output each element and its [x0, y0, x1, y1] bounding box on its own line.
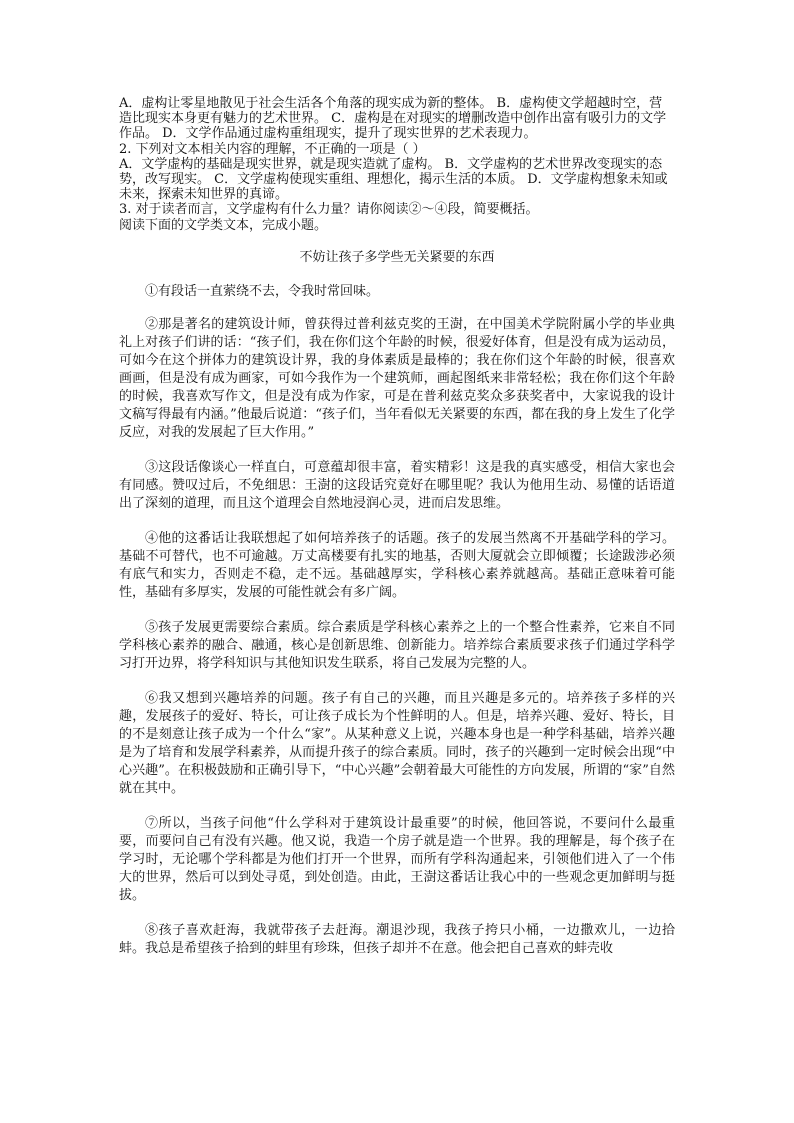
article-paragraph: ⑤孩子发展更需要综合素质。综合素质是学科核心素养之上的一个整合性素养，它来自不同学科核心素养的融合、融通，核心是创新思维、创新能力。培养综合素质要求孩子们通过学科学习打开边界，将学科知识与其他知识发生联系，将自己发展为完整的人。 — [119, 619, 675, 671]
document-page — [119, 96, 675, 975]
article-body — [119, 283, 675, 958]
article-title: 不妨让孩子多学些无关紧要的东西 — [299, 249, 495, 265]
article-paragraph: ④他的这番话让我联想起了如何培养孩子的话题。孩子的发展当然离不开基础学科的学习。基础不可替代，也不可逾越。万丈高楼要有扎实的地基，否则大厦就会立即倾覆；长途跋涉必须有底气和实力，否则走不稳，走不远。基础越厚实，学科核心素养就越高。基础正意味着可能性，基础有多厚实，发展的可能性就会有多广阔。 — [119, 530, 675, 600]
question-2-stem: 2. 下列对文本相关内容的理解，不正确的一项是（ ） — [119, 141, 426, 157]
question-block — [119, 96, 675, 233]
article-paragraph: ⑥我又想到兴趣培养的问题。孩子有自己的兴趣，而且兴趣是多元的。培养孩子多样的兴趣，发展孩子的爱好、特长，可让孩子成长为个性鲜明的人。但是，培养兴趣、爱好、特长，目的不是刻意让孩子成为一个什么“家”。从某种意义上说，兴趣本身也是一种学科基础，培养兴趣是为了培育和发展学科素养，从而提升孩子的综合素质。同时，孩子的兴趣到一定时候会出现“中心兴趣”。在积极鼓励和正确引导下，“中心兴趣”会朝着最大可能性的方向发展，所谓的“家”自然就在其中。 — [119, 690, 675, 796]
article-paragraph: ①有段话一直萦绕不去，令我时常回味。 — [145, 283, 380, 299]
article-paragraph: ⑧孩子喜欢赶海，我就带孩子去赶海。潮退沙现，我孩子挎只小桶，一边撒欢儿，一边拾蚌。我总是希望孩子拾到的蚌里有珍珠，但孩子却并不在意。他会把自己喜欢的蚌壳收 — [119, 922, 675, 956]
question-2-options: A．文学虚构的基础是现实世界，就是现实造就了虚构。 B．文学虚构的艺术世界改变现实的态势，改写现实。 C．文学虚构使现实重组、理想化，揭示生活的本质。 D．文学虚构想象未知或未来，探索未知世界的真谛。 — [119, 156, 668, 203]
article-paragraph: ⑦所以，当孩子问他“什么学科对于建筑设计最重要”的时候，他回答说，不要问什么最重要，而要问自己有没有兴趣。他又说，我造一个房子就是造一个世界。我的理解是，每个孩子在学习时，无论哪个学科都是为他们打开一个世界，而所有学科沟通起来，引领他们进入了一个伟大的世界，然后可以到处寻觅，到处创造。由此，王澍这番话让我心中的一些观念更加鲜明与挺拔。 — [119, 815, 675, 903]
reading-instruction: 阅读下面的文学类文本，完成小题。 — [119, 217, 328, 233]
question-1-options: A．虚构让零星地散见于社会生活各个角落的现实成为新的整体。 B．虚构使文学超越时空，营造比现实本身更有魅力的艺术世界。 C．虚构是在对现实的增删改造中创作出富有吸引力的文学作品。 D．文学作品通过虚构重组现实，提升了现实世界的艺术表现力。 — [119, 96, 667, 142]
question-3-stem: 3. 对于读者而言，文学虚构有什么力量？请你阅读②～④段，简要概括。 — [119, 202, 539, 218]
article-paragraph: ③这段话像谈心一样直白，可意蕴却很丰富，着实精彩！这是我的真实感受，相信大家也会有同感。赞叹过后，不免细思：王澍的这段话究竟好在哪里呢？我认为他用生动、易懂的话语道出了深刻的道理，而且这个道理会自然地浸润心灵，进而启发思维。 — [119, 459, 675, 511]
article-paragraph: ②那是著名的建筑设计师，曾获得过普利兹克奖的王澍，在中国美术学院附属小学的毕业典礼上对孩子们讲的话：“孩子们，我在你们这个年龄的时候，很爱好体育，但是没有成为运动员，可如今在这个拼体力的建筑设计界，我的身体素质是最棒的；我在你们这个年龄的时候，很喜欢画画，但是没有成为画家，可如今我作为一个建筑师，画起图纸来非常轻松；我在你们这个年龄的时候，我喜欢写作文，但是没有成为作家，可是在普利兹克奖众多获奖者中，大家说我的设计文稿写得最有内涵。”他最后说道：“孩子们，当年看似无关紧要的东西，都在我的身上发生了化学反应，对我的发展起了巨大作用。” — [119, 316, 675, 440]
